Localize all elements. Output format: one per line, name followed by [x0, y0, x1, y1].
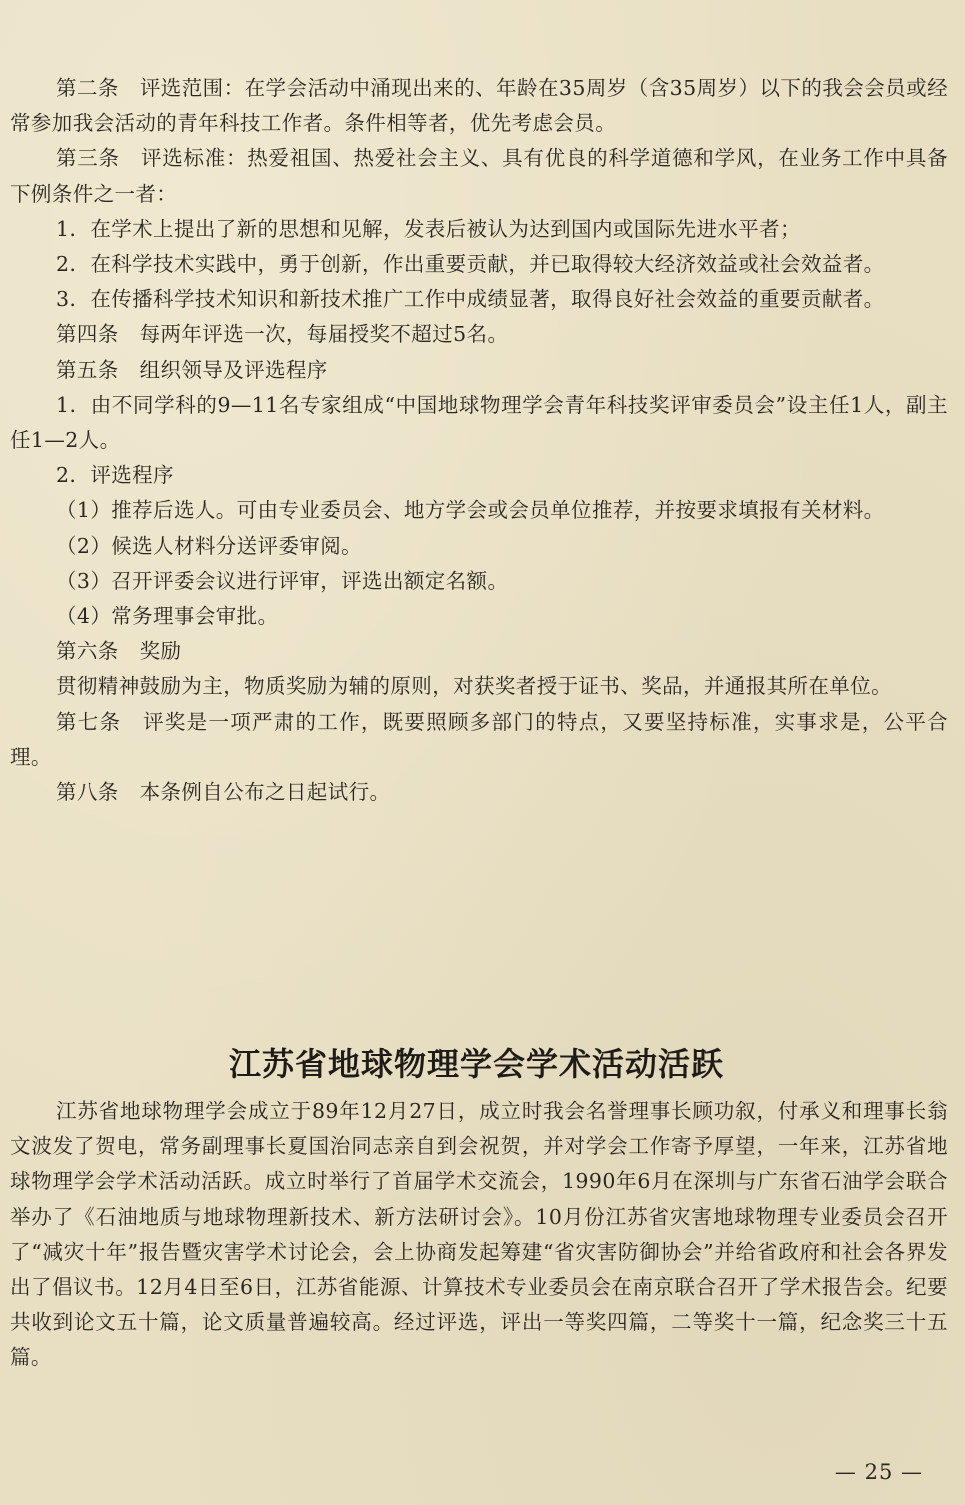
- paragraph-step-3: （3）召开评委会议进行评审，评选出额定名额。: [56, 568, 509, 593]
- paragraph-article-7: 第七条 评奖是一项严肃的工作，既要照顾多部门的特点，又要坚持标准，实事求是，公平合理。: [10, 709, 948, 769]
- paragraph-article-3: 第三条 评选标准：热爱祖国、热爱社会主义、具有优良的科学道德和学风，在业务工作中具备下例条件之一者：: [10, 146, 948, 206]
- page-number: — 25 —: [834, 1460, 923, 1484]
- paragraph-article-2: 第二条 评选范围：在学会活动中涌现出来的、年龄在35周岁（含35周岁）以下的我会会员或经常参加我会活动的青年科技工作者。条件相等者，优先考虑会员。: [10, 76, 948, 136]
- paragraph-criterion-3: 3．在传播科学技术知识和新技术推广工作中成绩显著，取得良好社会效益的重要贡献者。: [56, 287, 885, 312]
- regulations-body: [10, 71, 948, 810]
- paragraph-step-1: （1）推荐后选人。可由专业委员会、地方学会或会员单位推荐，并按要求填报有关材料。: [56, 498, 885, 523]
- paragraph-committee: 1．由不同学科的9—11名专家组成“中国地球物理学会青年科技奖评审委员会”设主任1人，副主任1—2人。: [10, 392, 948, 453]
- paragraph-procedure: 2．评选程序: [56, 463, 174, 488]
- paragraph-criterion-2: 2．在科学技术实践中，勇于创新，作出重要贡献，并已取得较大经济效益或社会效益者。: [56, 252, 885, 277]
- paragraph-reward-principle: 贯彻精神鼓励为主，物质奖励为辅的原则，对获奖者授于证书、奖品，并通报其所在单位。: [56, 674, 892, 699]
- paragraph-step-2: （2）候选人材料分送评委审阅。: [56, 533, 363, 558]
- paragraph-article-8: 第八条 本条例自公布之日起试行。: [56, 780, 391, 805]
- paragraph-article-5: 第五条 组织领导及评选程序: [56, 357, 328, 382]
- paragraph-criterion-1: 1．在学术上提出了新的思想和见解，发表后被认为达到国内或国际先进水平者；: [56, 216, 801, 241]
- paragraph-article-4: 第四条 每两年评选一次，每届授奖不超过5名。: [56, 322, 509, 347]
- news-heading: 江苏省地球物理学会学术活动活跃: [228, 1044, 724, 1083]
- news-body: [10, 1094, 948, 1376]
- paragraph-news: 江苏省地球物理学会成立于89年12月27日，成立时我会名誉理事长顾功叙，付承义和理事长翁文波发了贺电，常务副理事长夏国治同志亲自到会祝贺，并对学会工作寄予厚望，一年来，江苏省地球物理学会学术活动活跃。成立时举行了首届学术交流会，1990年6月在深圳与广东省石油学会联合举办了《石油地质与地球物理新技术、新方法研讨会》。10月份江苏省灾害地球物理专业委员会召开了“减灾十年”报告暨灾害学术讨论会，会上协商发起筹建“省灾害防御协会”并给省政府和社会各界发出了倡议书。12月4日至6日，江苏省能源、计算技术专业委员会在南京联合召开了学术报告会。纪要共收到论文五十篇，论文质量普遍较高。经过评选，评出一等奖四篇，二等奖十一篇，纪念奖三十五篇。: [10, 1099, 948, 1370]
- paragraph-article-6: 第六条 奖励: [56, 639, 182, 664]
- paragraph-step-4: （4）常务理事会审批。: [56, 604, 279, 629]
